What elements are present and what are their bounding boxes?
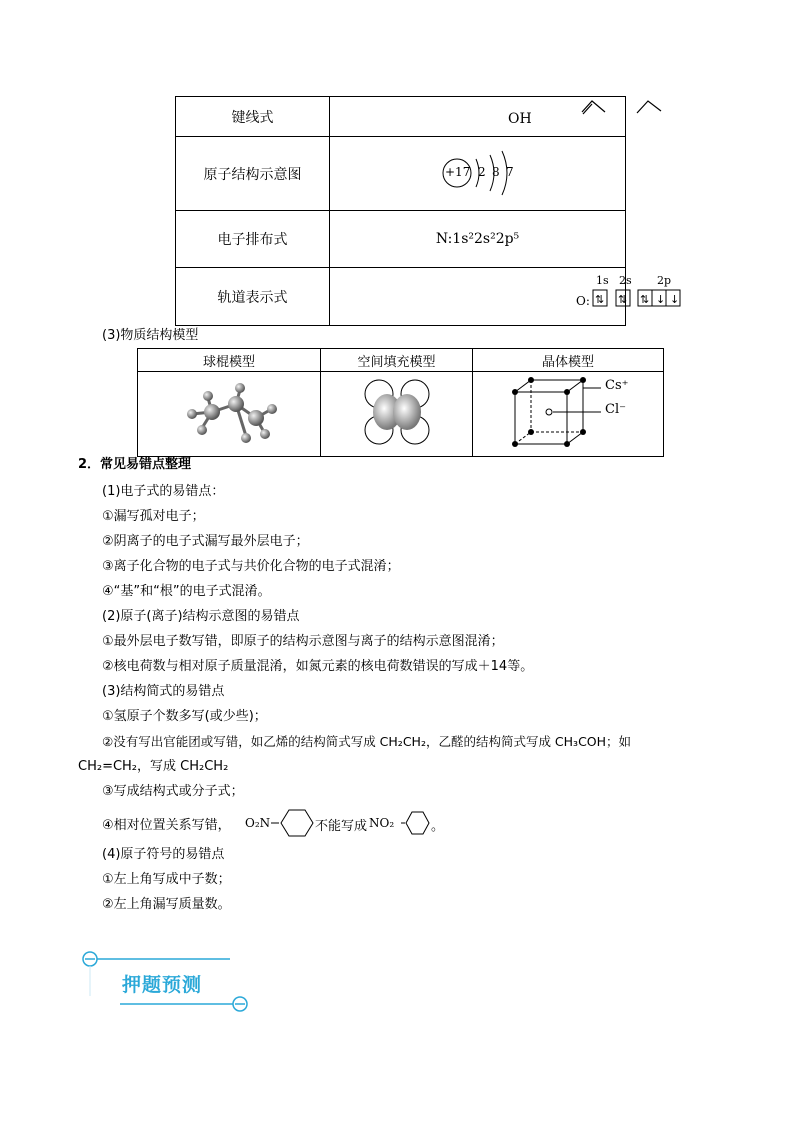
electron-config-cell xyxy=(330,211,626,268)
shell-2-count: 8 xyxy=(492,165,500,179)
line-15: (4)原子符号的易错点 xyxy=(102,847,225,862)
shell-1-count: 2 xyxy=(478,165,486,179)
cs-label: Cs⁺ xyxy=(605,378,629,393)
svg-text:⇅: ⇅ xyxy=(640,293,650,306)
line-9: (3)结构简式的易错点 xyxy=(102,684,225,699)
header-ball-stick: 球棍模型 xyxy=(138,349,321,372)
section3-title: (3)物质结构模型 xyxy=(102,328,199,343)
line-2: ①漏写孤对电子； xyxy=(102,509,205,524)
svg-text:⇅: ⇅ xyxy=(595,293,605,306)
electron-config-formula: N:1s²2s²2p⁵ xyxy=(435,231,520,247)
crystal-model-cell xyxy=(473,372,664,457)
structure-comparison xyxy=(245,806,455,842)
crystal-model-image xyxy=(473,374,663,454)
period-mark: 。 xyxy=(431,819,445,834)
section2-heading: 2．常见易错点整理 xyxy=(78,457,192,472)
line-3: ②阴离子的电子式漏写最外层电子； xyxy=(102,534,309,549)
line-8: ②核电荷数与相对原子质量混淆，如氮元素的核电荷数错误的写成＋14等。 xyxy=(102,659,534,674)
oxygen-atom-label: O: xyxy=(576,294,590,308)
line-1: (1)电子式的易错点： xyxy=(102,484,225,499)
row-label: 键线式 xyxy=(176,97,330,137)
header-crystal: 晶体模型 xyxy=(473,349,664,372)
svg-text:⇅: ⇅ xyxy=(618,293,628,306)
o2n-label: O₂N xyxy=(245,816,271,830)
svg-text:↓: ↓ xyxy=(670,293,680,306)
prediction-banner xyxy=(80,946,260,1016)
benzene-ring-1 xyxy=(271,806,315,842)
space-filling-model-cell xyxy=(321,372,473,457)
atomic-structure-cell xyxy=(330,137,626,211)
banner-title: 押题预测 xyxy=(122,974,203,996)
header-space-filling: 空间填充模型 xyxy=(321,349,473,372)
line-5: ④“基”和“根”的电子式混淆。 xyxy=(102,584,271,599)
orbital-2p-label: 2p xyxy=(657,274,672,287)
line-14: ④相对位置关系写错， xyxy=(102,818,231,833)
ball-stick-model-cell xyxy=(138,372,321,457)
representation-table xyxy=(175,96,680,326)
line-17: ②左上角漏写质量数。 xyxy=(102,897,231,912)
skeletal-formula-diagram xyxy=(330,97,627,135)
line-11: ②没有写出官能团或写错，如乙烯的结构简式写成 CH₂CH₂，乙醛的结构简式写成 CH₃COH；如 xyxy=(102,734,632,749)
orbital-2s-label: 2s xyxy=(619,274,632,287)
benzene-ring-2 xyxy=(401,806,435,842)
cl-label: Cl⁻ xyxy=(605,402,626,417)
row-label: 电子排布式 xyxy=(176,211,330,268)
line-4: ③离子化合物的电子式与共价化合物的电子式混淆； xyxy=(102,559,400,574)
line-6: (2)原子(离子)结构示意图的易错点 xyxy=(102,609,300,624)
skeletal-formula-cell xyxy=(330,97,626,137)
line-7: ①最外层电子数写错，即原子的结构示意图与离子的结构示意图混淆； xyxy=(102,634,504,649)
cannot-write-label: 不能写成 xyxy=(315,819,368,834)
line-10: ①氢原子个数多写(或少些)； xyxy=(102,709,267,724)
orbital-diagram-cell xyxy=(330,268,680,326)
svg-text:↓: ↓ xyxy=(656,293,666,306)
row-label: 轨道表示式 xyxy=(176,268,330,326)
no2-label: NO₂ xyxy=(369,816,395,830)
line-16: ①左上角写成中子数； xyxy=(102,872,231,887)
row-label: 原子结构示意图 xyxy=(176,137,330,211)
ball-stick-model-image xyxy=(138,372,320,452)
orbital-1s-label: 1s xyxy=(596,274,609,287)
structure-model-table xyxy=(137,348,664,457)
nucleus-charge: +17 xyxy=(445,165,471,179)
line-12: CH₂=CH₂，写成 CH₂CH₂ xyxy=(78,759,229,774)
line-13: ③写成结构式或分子式； xyxy=(102,784,244,799)
space-filling-model-image xyxy=(321,372,472,452)
oh-label: OH xyxy=(508,111,532,127)
shell-3-count: 7 xyxy=(506,165,514,179)
